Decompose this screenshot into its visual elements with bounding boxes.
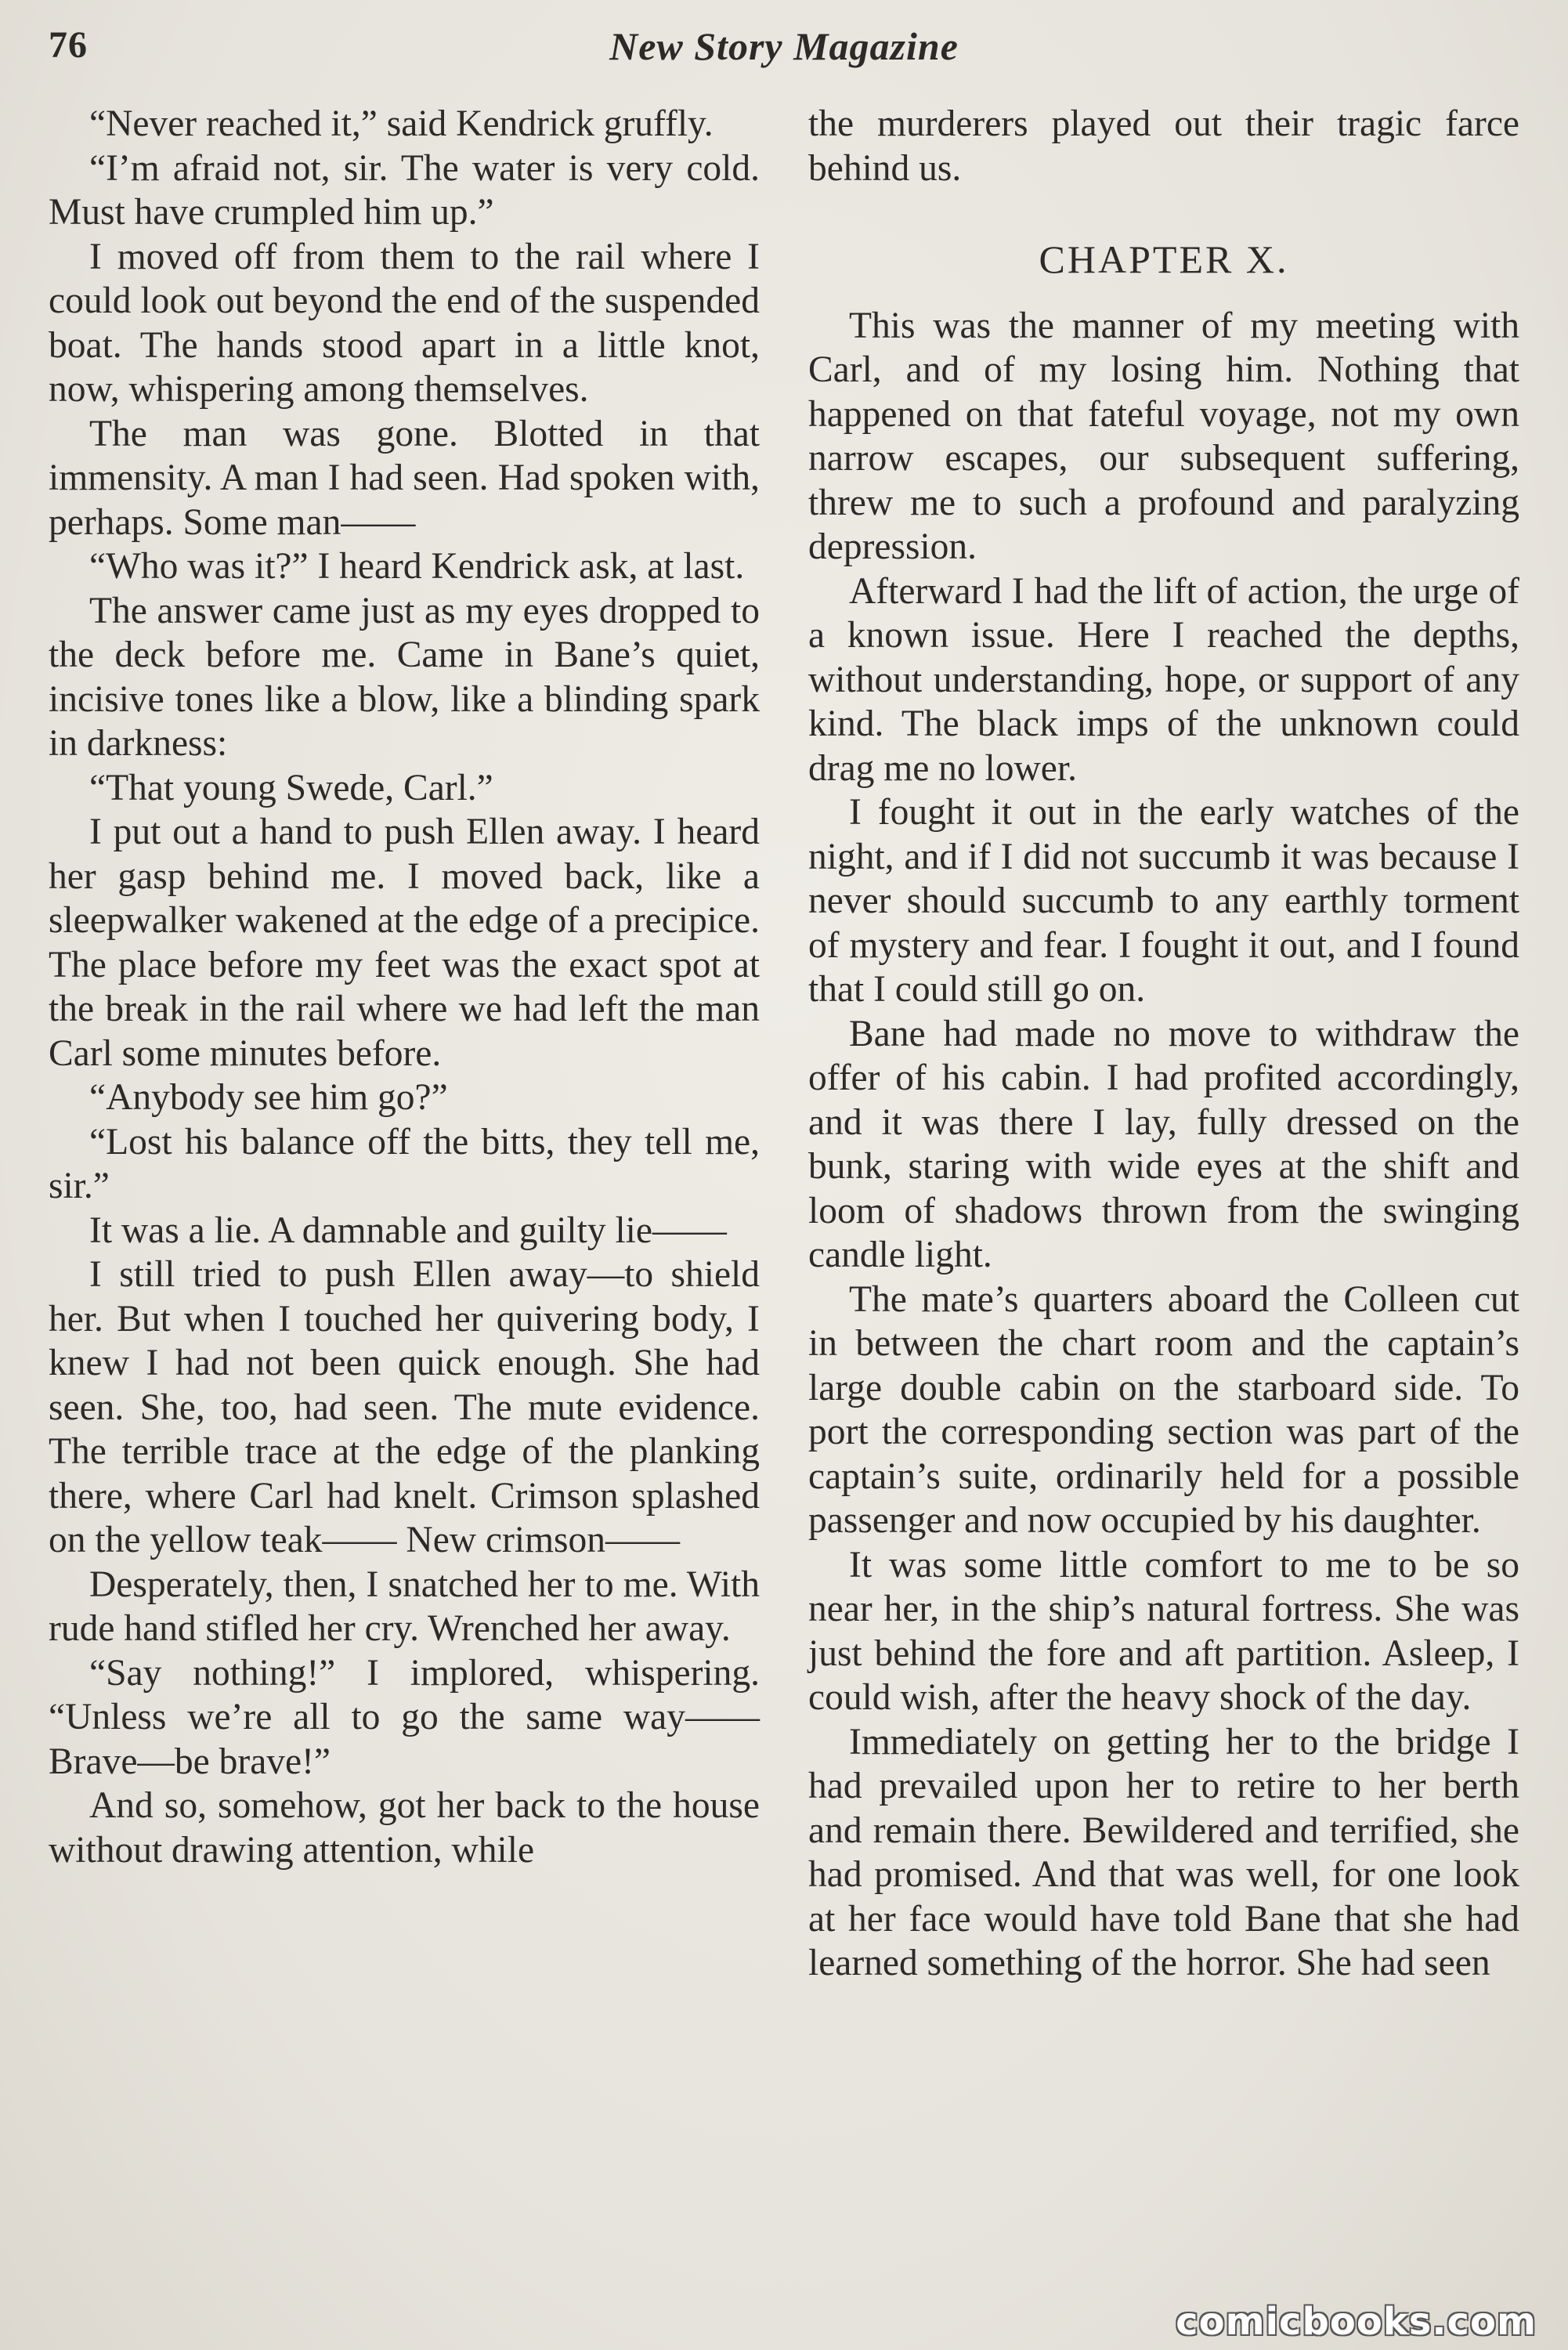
paragraph: I fought it out in the early watches of the night, and if I did not succumb it was because I never should succumb to any earthly torment of mystery and fear. I fought it out, and I found that I could still go on. bbox=[808, 792, 1519, 1010]
paragraph: It was some little comfort to me to be so near her, in the ship’s natural fortress. She was just behind the fore and aft partition. Asleep, I could wish, after the heavy shock of the day. bbox=[808, 1544, 1519, 1718]
paragraph: I put out a hand to push Ellen away. I heard her gasp behind me. I moved back, like a sleepwalker wakened at the edge of a precipice. The place before my feet was the exact spot at the break in the rail where we had left the man Carl some minutes before. bbox=[49, 812, 760, 1074]
paragraph: The man was gone. Blotted in that immensity. A man I had seen. Had spoken with, perhaps. Some man—— bbox=[49, 413, 760, 543]
paragraph: “Who was it?” I heard Kendrick ask, at last. bbox=[89, 546, 745, 587]
paragraph: “Say nothing!” I implored, whispering. “Unless we’re all to go the same way—— Brave—be brave!” bbox=[49, 1652, 760, 1782]
paragraph: It was a lie. A damnable and guilty lie—— bbox=[89, 1209, 727, 1251]
paragraph: “Lost his balance off the bitts, they tell me, sir.” bbox=[49, 1121, 760, 1206]
paragraph: “That young Swede, Carl.” bbox=[89, 767, 493, 808]
paragraph: “Never reached it,” said Kendrick gruffly. bbox=[89, 103, 714, 144]
paragraph: And so, somehow, got her back to the house without drawing attention, while bbox=[49, 1785, 760, 1871]
paragraph: “I’m afraid not, sir. The water is very cold. Must have crumpled him up.” bbox=[49, 147, 760, 233]
paragraph: Immediately on getting her to the bridge I had prevailed upon her to retire to her berth and remain there. Bewildered and terrified, she had promised. And that was well, for one look at her face would have told Bane that she had learned something of the horror. She had seen bbox=[808, 1721, 1519, 1983]
left-column bbox=[49, 102, 760, 1872]
paragraph: “Anybody see him go?” bbox=[89, 1077, 448, 1118]
magazine-title: New Story Magazine bbox=[609, 24, 959, 68]
page-header bbox=[49, 24, 1519, 78]
paragraph: The mate’s quarters aboard the Colleen cut in between the chart room and the captain’s large double cabin on the starboard side. To port the corresponding section was part of the captain’s suite, ordinarily held for a possible passenger and now occupied by his daughter. bbox=[808, 1278, 1519, 1541]
paragraph: I still tried to push Ellen away—to shield her. But when I touched her quivering body, I knew I had not been quick enough. She had seen. She, too, had seen. The mute evidence. The terrible trace at the edge of the planking there, where Carl had knelt. Crimson splashed on the yellow teak—— New crimson—— bbox=[49, 1254, 760, 1560]
paragraph: Afterward I had the lift of action, the urge of a known issue. Here I reached the depths, without understanding, hope, or support of any kind. The black imps of the unknown could drag me no lower. bbox=[808, 570, 1519, 789]
right-column bbox=[808, 102, 1519, 1986]
paragraph: Bane had made no move to withdraw the offer of his cabin. I had profited accordingly, and it was there I lay, fully dressed on the bunk, staring with wide eyes at the shift and loom of shadows thrown from the swinging candle light. bbox=[808, 1013, 1519, 1275]
paragraph: The answer came just as my eyes dropped to the deck before me. Came in Bane’s quiet, incisive tones like a blow, like a blinding spark in darkness: bbox=[49, 590, 760, 764]
paragraph: Desperately, then, I snatched her to me. With rude hand stifled her cry. Wrenched her away. bbox=[49, 1564, 760, 1649]
chapter-heading: CHAPTER X. bbox=[1039, 237, 1289, 281]
paragraph: This was the manner of my meeting with Carl, and of my losing him. Nothing that happened on that fateful voyage, not my own narrow escapes, our subsequent suffering, threw me to such a profound and paralyzing depression. bbox=[808, 305, 1519, 567]
paragraph: I moved off from them to the rail where I could look out beyond the end of the suspended boat. The hands stood apart in a little knot, now, whispering among themselves. bbox=[49, 236, 760, 410]
page-number: 76 bbox=[49, 24, 88, 66]
site-watermark: comicbooks.com bbox=[1176, 2300, 1537, 2344]
continued-paragraph: the murderers played out their tragic farce behind us. bbox=[808, 103, 1519, 189]
